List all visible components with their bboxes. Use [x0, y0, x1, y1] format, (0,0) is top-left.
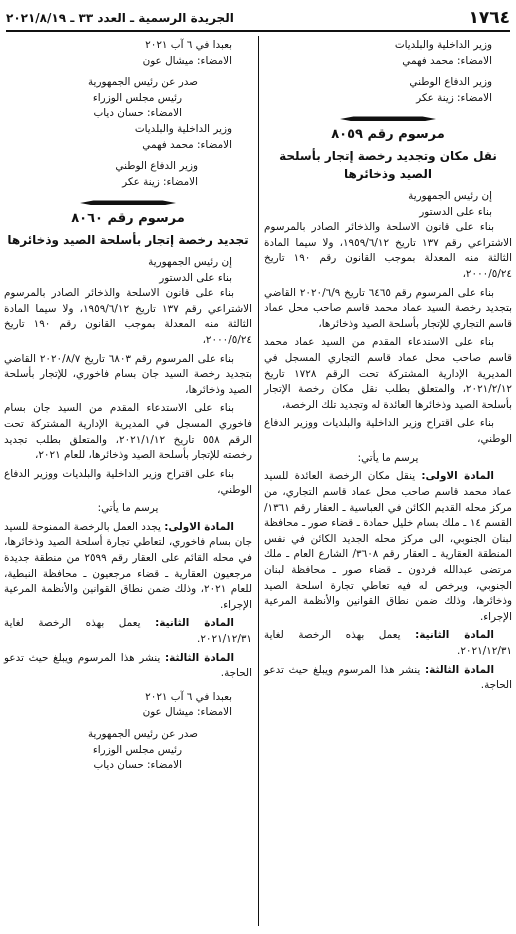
- president-signature: الامضاء: ميشال عون: [142, 54, 232, 67]
- proposal-clause: بناء على اقتراح وزير الداخلية والبلديات ووزير الدفاع الوطني،: [264, 417, 512, 446]
- article-2: [264, 628, 512, 659]
- article-3-text: ينشر هذا المرسوم ويبلغ حيث تدعو الحاجة.: [264, 663, 512, 692]
- decrees-line: يرسم ما يأتي:: [357, 451, 419, 464]
- left-column: [4, 38, 252, 784]
- article-3: [264, 663, 512, 694]
- article-2: [4, 616, 252, 647]
- article-1-label: المادة الاولى:: [421, 470, 494, 483]
- decree-clause: بناء على المرسوم رقم ٦٤٦٥ تاريخ ٢٠٢٠/٦/٩ القاضي بتجديد رخصة السيد عماد محمد قاسم صاحب محل عماد قاسم التجاري للإتجار بأسلحة الصيد وذخائرها،: [264, 286, 512, 330]
- law-clause: بناء على قانون الاسلحة والذخائر الصادر بالمرسوم الاشتراعي رقم ١٣٧ تاريخ ١٩٥٩/٦/١٢، ولا سيما المادة الثالثة منه المعدلة بموجب القانون رقم ١٩٠ تاريخ ٢٠٠٠/٥/٢٤،: [4, 287, 252, 347]
- article-2-text: يعمل بهذه الرخصة لغاية ٢٠٢١/١٢/٣١.: [4, 617, 252, 645]
- section-separator: [80, 200, 176, 205]
- proposal-clause: بناء على اقتراح وزير الداخلية والبلديات ووزير الدفاع الوطني،: [4, 467, 252, 496]
- page-number: ١٧٦٤: [468, 8, 510, 28]
- section-separator: [340, 116, 436, 121]
- defense-minister-title: وزير الدفاع الوطني: [115, 160, 198, 173]
- issued-by: صدر عن رئيس الجمهورية: [87, 728, 198, 741]
- decree-title: تجديد رخصة إتجار بأسلحة الصيد وذخائرها: [7, 232, 249, 247]
- law-clause: بناء على قانون الاسلحة والذخائر الصادر بالمرسوم الاشتراعي رقم ١٣٧ تاريخ ١٩٥٩/٦/١٢، ولا سيما المادة الثالثة منه المعدلة بموجب القانون رقم ١٩٠ تاريخ ٢٠٠٠/٥/٢٤،: [264, 221, 512, 280]
- article-1: [4, 520, 252, 614]
- signing-date: بعبدا في ٦ آب ٢٠٢١: [145, 39, 232, 51]
- decrees-line: يرسم ما يأتي:: [97, 502, 159, 515]
- article-2-label: المادة الثانية:: [415, 629, 494, 642]
- article-2-label: المادة الثانية:: [155, 617, 234, 630]
- decree-clause: بناء على المرسوم رقم ٦٨٠٣ تاريخ ٢٠٢٠/٨/٧ القاضي بتجديد رخصة السيد جان بسام فاخوري، للإتجار بأسلحة الصيد وذخائرها،: [4, 352, 252, 396]
- request-clause: بناء على الاستدعاء المقدم من السيد عماد محمد قاسم صاحب محل عماد قاسم التجاري المسجل في المديرية الإدارية المشتركة تحت الرقم ١٧٢٨ تاريخ ٢٠٢١/٢/١٢، والمتعلق بطلب نقل مكان رخصة الإتجار بأسلحة الصيد وذخائرها العائدة له وتجديد تلك الرخصة،: [264, 336, 512, 411]
- article-3-label: المادة الثالثة:: [425, 663, 495, 676]
- request-clause: بناء على الاستدعاء المقدم من السيد جان بسام فاخوري المسجل في المديرية الإدارية المشتركة تحت الرقم ٥٥٨ تاريخ ٢٠٢١/١/١٢، والمتعلق بطلب تجديد رخصته للإتجار بأسلحة الصيد وذخائرها، للعام ٢٠٢١،: [4, 402, 252, 462]
- decree-title: نقل مكان وتجديد رخصة إتجار بأسلحة الصيد وذخائرها: [279, 148, 497, 181]
- top-signatures-right: [264, 38, 512, 106]
- pm-title: رئيس مجلس الوزراء: [92, 743, 182, 756]
- column-divider: [258, 36, 259, 926]
- pm-signature: الامضاء: حسان دياب: [93, 107, 182, 120]
- president-signature: الامضاء: ميشال عون: [142, 706, 232, 719]
- pm-title: رئيس مجلس الوزراء: [92, 91, 182, 104]
- right-column: [264, 38, 512, 697]
- interior-minister-signature: الامضاء: محمد فهمي: [142, 138, 232, 151]
- defense-minister-title: وزير الدفاع الوطني: [409, 76, 492, 89]
- article-2-text: يعمل بهذه الرخصة لغاية ٢٠٢١/١٢/٣١.: [264, 629, 512, 657]
- article-3-label: المادة الثالثة:: [165, 651, 235, 664]
- pm-signature: الامضاء: حسان دياب: [93, 759, 182, 772]
- decree-heading: مرسوم رقم ٨٠٦٠: [71, 211, 185, 227]
- issued-by: صدر عن رئيس الجمهورية: [87, 76, 198, 89]
- constitution-line: بناء على الدستور: [159, 271, 232, 284]
- defense-minister-signature: الامضاء: زينة عكر: [122, 175, 198, 188]
- constitution-line: بناء على الدستور: [419, 205, 492, 218]
- interior-minister-title: وزير الداخلية والبلديات: [394, 39, 492, 51]
- article-1-text: ينقل مكان الرخصة العائدة للسيد عماد محمد قاسم صاحب محل عماد قاسم التجاري، من مركز محله القديم الكائن في العباسية ـ العقار رقم ١٣٦١/ القسم ١٤ ـ ملك بسام خليل حمادة ـ قضاء صور ـ محافظة لبنان الجنوبي، الى مركز محله الجديد الكائن في نفس المنطقة العقارية ـ العقار رقم ٣٦٠٨/ الشارع العام ـ ملك مرتضى عبدالله فردون ـ قضاء صور ـ محافظة لبنان الجنوبي، ويرخص له فيه تعاطي تجارة اسلحة الصيد وذخائرها، وذلك ضمن نطاق القوانين والأنظمة المرعية الإجراء.: [264, 470, 513, 623]
- interior-minister-title: وزير الداخلية والبلديات: [134, 123, 232, 136]
- article-3-text: ينشر هذا المرسوم ويبلغ حيث تدعو الحاجة.: [4, 651, 252, 680]
- article-1-label: المادة الاولى:: [164, 520, 234, 533]
- president-line: إن رئيس الجمهورية: [148, 255, 232, 268]
- interior-minister-signature: الامضاء: محمد فهمي: [402, 54, 492, 67]
- page-header: [6, 6, 510, 32]
- gazette-issue-info: الجريدة الرسمية ـ العدد ٣٣ ـ ٢٠٢١/٨/١٩: [6, 11, 234, 25]
- article-1-text: يجدد العمل بالرخصة الممنوحة للسيد جان بسام فاخوري، لتعاطي تجارة أسلحة الصيد وذخائرها، في محله القائم على العقار رقم ٢٥٩٩ من منطقة جديدة مرجعيون العقارية ـ قضاء مرجعيون ـ محافظة النبطية، للعام ٢٠٢١، وذلك ضمن نطاق القوانين والأنظمة المرعية الإجراء.: [4, 520, 252, 611]
- decree-heading: مرسوم رقم ٨٠٥٩: [331, 127, 445, 143]
- top-signatures-left: [4, 38, 252, 190]
- article-1: [264, 469, 512, 625]
- article-3: [4, 651, 252, 682]
- signing-date: بعبدا في ٦ آب ٢٠٢١: [145, 690, 232, 703]
- president-line: إن رئيس الجمهورية: [408, 189, 492, 202]
- defense-minister-signature: الامضاء: زينة عكر: [416, 91, 492, 104]
- bottom-signatures-left: [4, 690, 252, 774]
